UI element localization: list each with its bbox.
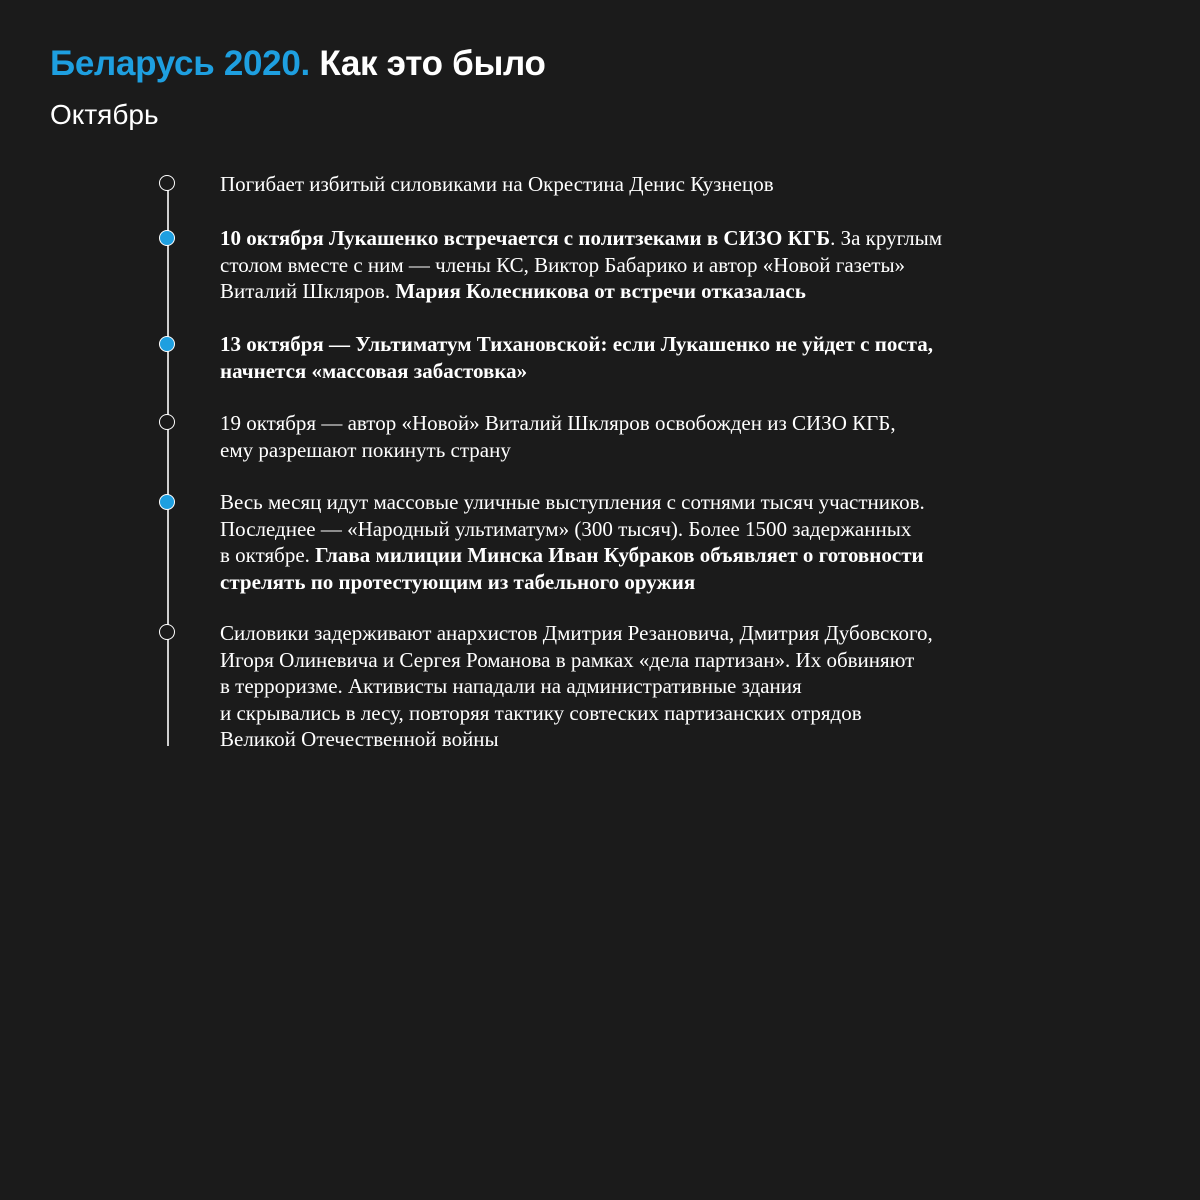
event-line	[220, 569, 1120, 596]
timeline-marker-hollow	[159, 414, 175, 430]
event-line	[220, 437, 1120, 464]
timeline-event-text	[220, 489, 1120, 595]
event-text-regular: . За круглым	[830, 226, 943, 250]
timeline-event-text	[220, 620, 1120, 753]
timeline-marker-hollow	[159, 175, 175, 191]
timeline-marker-filled	[159, 230, 175, 246]
timeline-line	[167, 184, 169, 746]
event-line	[220, 410, 1120, 437]
event-line	[220, 489, 1120, 516]
event-text-regular: Последнее — «Народный ультиматум» (300 тысяч). Более 1500 задержанных	[220, 516, 912, 541]
timeline-event-text	[220, 225, 1120, 305]
timeline-marker-filled	[159, 494, 175, 510]
page-title	[50, 42, 546, 86]
event-line	[220, 700, 1120, 727]
event-text-regular: Весь месяц идут массовые уличные выступления с сотнями тысяч участников.	[220, 490, 925, 514]
event-line	[220, 171, 1120, 198]
event-text-regular: Силовики задерживают анархистов Дмитрия Резановича, Дмитрия Дубовского,	[220, 621, 933, 645]
event-text-regular: Погибает избитый силовиками на Окрестина Денис Кузнецов	[220, 172, 774, 196]
event-text-bold: 10 октября Лукашенко встречается с политзеками в СИЗО КГБ	[220, 226, 831, 250]
event-text-regular: Виталий Шкляров.	[220, 279, 396, 303]
event-line	[220, 673, 1120, 700]
event-line	[220, 647, 1120, 674]
event-text-regular: в октябре.	[220, 543, 316, 567]
timeline-marker-hollow	[159, 624, 175, 640]
timeline-event-text	[220, 331, 1120, 384]
event-line	[220, 542, 1120, 569]
event-text-regular: ему разрешают покинуть страну	[220, 437, 511, 462]
event-text-bold: начнется «массовая забастовка»	[220, 358, 528, 383]
event-line	[220, 620, 1120, 647]
event-line	[220, 252, 1120, 279]
title-accent: Беларусь 2020.	[50, 44, 310, 83]
event-text-regular: столом вместе с ним — члены КС, Виктор Бабарико и автор «Новой газеты»	[220, 252, 906, 277]
event-text-regular: в терроризме. Активисты нападали на административные здания	[220, 674, 802, 698]
event-text-regular: и скрывались в лесу, повторяя тактику совтеских партизанских отрядов	[220, 700, 862, 725]
event-text-bold: 13 октября — Ультиматум Тихановской: если Лукашенко не уйдет с поста,	[220, 332, 933, 356]
event-text-bold: стрелять по протестующим из табельного оружия	[220, 569, 696, 594]
event-line	[220, 331, 1120, 358]
header	[50, 42, 546, 132]
event-text-regular: 19 октября — автор «Новой» Виталий Шкляров освобожден из СИЗО КГБ,	[220, 411, 896, 435]
event-line	[220, 278, 1120, 305]
event-line	[220, 358, 1120, 385]
event-line	[220, 225, 1120, 252]
event-line	[220, 516, 1120, 543]
event-text-bold: Глава милиции Минска Иван Кубраков объявляет о готовности	[315, 543, 924, 567]
event-text-regular: Великой Отечественной войны	[220, 727, 499, 751]
timeline-event-text	[220, 171, 1120, 198]
title-rest: Как это было	[319, 44, 546, 83]
page-subtitle: Октябрь	[50, 99, 159, 130]
event-text-regular: Игоря Олиневича и Сергея Романова в рамках «дела партизан». Их обвиняют	[220, 647, 915, 672]
timeline-event-text	[220, 410, 1120, 463]
event-text-bold: Мария Колесникова от встречи отказалась	[395, 279, 806, 303]
timeline-marker-filled	[159, 336, 175, 352]
event-line	[220, 726, 1120, 753]
